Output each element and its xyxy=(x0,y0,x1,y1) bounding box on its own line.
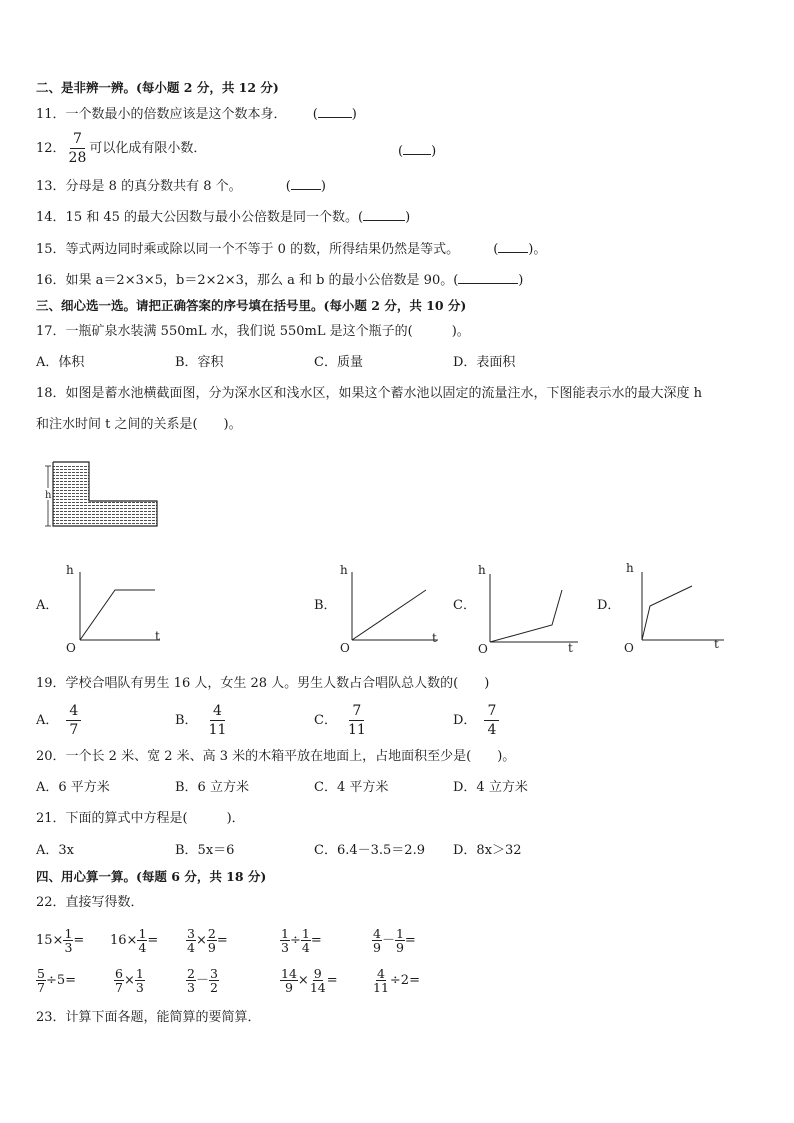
q20-option-c[interactable]: C．4 平方米 xyxy=(314,780,389,795)
q21-option-c[interactable]: C．6.4－3.5＝2.9 xyxy=(314,843,425,858)
answer-blank-11[interactable]: ( ) xyxy=(312,107,357,122)
svg-text:h: h xyxy=(478,563,486,577)
svg-text:t: t xyxy=(714,637,719,651)
svg-text:t: t xyxy=(432,631,437,645)
svg-text:O: O xyxy=(478,642,488,655)
answer-blank-12[interactable]: ( ) xyxy=(398,144,437,159)
question-22: 22．直接写得数． xyxy=(36,895,144,910)
q18-graph-b[interactable] xyxy=(326,560,448,655)
q19-option-d[interactable]: D． $\frac{7}{4}$ xyxy=(453,702,499,739)
q17-option-a[interactable]: A．体积 xyxy=(36,355,85,370)
q18-option-c-label[interactable]: C． xyxy=(453,598,476,613)
q18-graph-c[interactable] xyxy=(470,560,586,655)
calc-item: 16× $\frac{1}{4}$ = xyxy=(110,926,159,955)
calc-item: $\frac{4}{11}$ ÷2= xyxy=(373,966,420,995)
question-18-line-1: 18．如图是蓄水池横截面图，分为深水区和浅水区，如果这个蓄水池以固定的流量注水，下图能表示水的最大深度 h xyxy=(36,386,703,401)
question-12-text: 可以化成有限小数． xyxy=(89,141,207,156)
q17-option-b[interactable]: B．容积 xyxy=(175,355,224,370)
answer-blank-15[interactable]: ( )。 xyxy=(493,242,547,257)
section-2-heading: 二、是非辨一辨。(每小题 2 分，共 12 分) xyxy=(36,80,279,95)
q18-option-a-label[interactable]: A． xyxy=(36,598,59,613)
question-12 xyxy=(36,130,206,167)
q17-option-c[interactable]: C．质量 xyxy=(314,355,363,370)
calc-item: $\frac{4}{9}$ － $\frac{1}{9}$ = xyxy=(373,926,416,955)
question-12-number: 12． xyxy=(36,141,66,156)
question-14-text: 14．15 和 45 的最大公因数与最小公倍数是同一个数。( xyxy=(36,210,364,225)
question-17: 17．一瓶矿泉水装满 550mL 水，我们说 550mL 是这个瓶子的( )。 xyxy=(36,324,470,339)
question-16 xyxy=(36,271,523,289)
question-21: 21．下面的算式中方程是( )． xyxy=(36,811,245,826)
question-11 xyxy=(36,105,357,123)
calc-item: $\frac{5}{7}$ ÷5= xyxy=(37,966,77,995)
svg-text:h: h xyxy=(340,563,348,577)
q18-graph-d[interactable] xyxy=(620,560,732,655)
q21-option-d[interactable]: D．8x＞32 xyxy=(453,843,522,858)
question-15 xyxy=(36,240,546,258)
question-20: 20．一个长 2 米、宽 2 米、高 3 米的木箱平放在地面上，占地面积至少是( )。 xyxy=(36,749,516,764)
calc-item: $\frac{2}{3}$ － $\frac{3}{2}$ xyxy=(187,966,218,995)
calc-item: 15× $\frac{1}{3}$ = xyxy=(36,926,85,955)
question-13-text: 13．分母是 8 的真分数共有 8 个。 xyxy=(36,179,242,194)
question-11-text: 11．一个数最小的倍数应该是这个数本身． xyxy=(36,107,287,122)
calc-item: $\frac{1}{3}$ ÷ $\frac{1}{4}$ = xyxy=(281,926,322,955)
svg-text:O: O xyxy=(624,641,634,655)
calc-item: $\frac{14}{9}$ × $\frac{9}{14}$ = xyxy=(281,966,338,995)
question-19: 19．学校合唱队有男生 16 人，女生 28 人。男生人数占合唱队总人数的( ) xyxy=(36,676,490,691)
figure-h-label: h xyxy=(45,490,52,501)
calc-item: $\frac{6}{7}$ × $\frac{1}{3}$ xyxy=(115,966,144,995)
q20-option-b[interactable]: B．6 立方米 xyxy=(175,780,249,795)
q18-graph-a[interactable] xyxy=(60,560,170,655)
q21-option-b[interactable]: B．5x＝6 xyxy=(175,843,235,858)
answer-blank-16[interactable]: ) xyxy=(458,273,523,288)
question-13 xyxy=(36,177,326,195)
svg-text:O: O xyxy=(340,641,350,655)
q19-option-a[interactable]: A． $\frac{4}{7}$ xyxy=(36,702,81,739)
q20-option-d[interactable]: D．4 立方米 xyxy=(453,780,528,795)
question-15-text: 15．等式两边同时乘或除以同一个不等于 0 的数，所得结果仍然是等式。 xyxy=(36,242,460,257)
q19-option-b[interactable]: B． $\frac{4}{11}$ xyxy=(175,703,227,738)
question-14 xyxy=(36,208,410,226)
question-23: 23．计算下面各题，能简算的要简算． xyxy=(36,1010,261,1025)
svg-text:h: h xyxy=(66,563,74,577)
q17-option-d[interactable]: D．表面积 xyxy=(453,355,516,370)
q21-option-a[interactable]: A．3x xyxy=(36,843,74,858)
section-4-heading: 四、用心算一算。(每题 6 分，共 18 分) xyxy=(36,869,267,884)
svg-text:t: t xyxy=(155,629,160,643)
question-18-line-2: 和注水时间 t 之间的关系是( )。 xyxy=(36,417,242,432)
q18-option-d-label[interactable]: D． xyxy=(597,598,621,613)
answer-blank-13[interactable]: ( ) xyxy=(285,179,326,194)
q20-option-a[interactable]: A．6 平方米 xyxy=(36,780,110,795)
section-3-heading: 三、细心选一选。请把正确答案的序号填在括号里。(每小题 2 分，共 10 分) xyxy=(36,298,467,313)
answer-blank-14[interactable]: ) xyxy=(363,210,410,225)
svg-text:O: O xyxy=(66,641,76,655)
q18-option-b-label[interactable]: B． xyxy=(314,598,337,613)
reservoir-cross-section-figure xyxy=(44,456,164,528)
question-16-text: 16．如果 a＝2×3×5，b＝2×2×3，那么 a 和 b 的最小公倍数是 90。( xyxy=(36,273,459,288)
q19-option-c[interactable]: C． $\frac{7}{11}$ xyxy=(314,703,366,738)
svg-text:h: h xyxy=(626,561,634,575)
calc-item: $\frac{3}{4}$ × $\frac{2}{9}$ = xyxy=(187,926,228,955)
svg-text:t: t xyxy=(568,641,573,655)
fraction-7-28: $\frac{7}{28}$ xyxy=(68,131,87,166)
